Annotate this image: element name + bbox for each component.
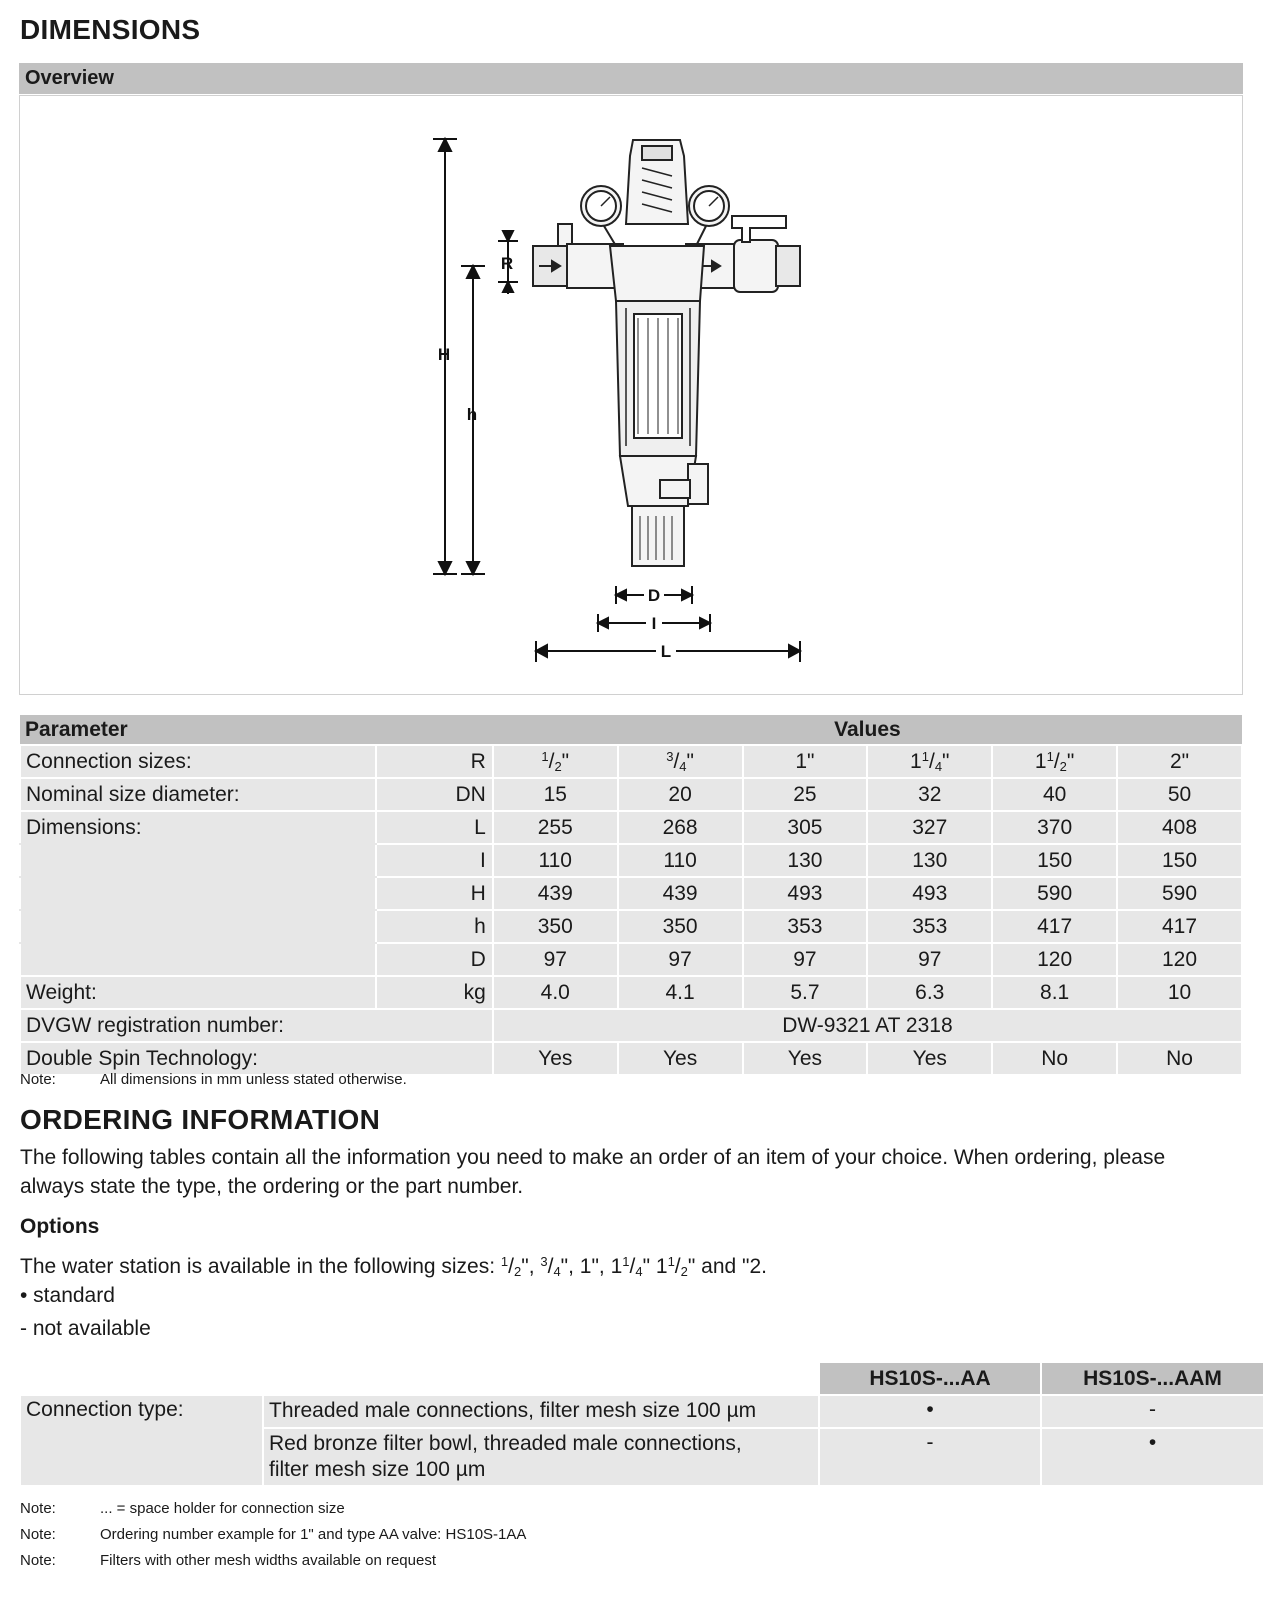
sizes-prefix: The water station is available in the following sizes:	[20, 1255, 501, 1278]
value-cell: No	[1117, 1042, 1242, 1075]
value-cell: 4.0	[493, 976, 618, 1009]
value-cell: $1^1/_2$"	[992, 745, 1117, 778]
row-label: Connection sizes:	[20, 745, 376, 778]
value-cell: 370	[992, 811, 1117, 844]
header-parameter: Parameter	[20, 715, 493, 745]
value-cell: 97	[867, 943, 992, 976]
legend-standard: • standard	[20, 1284, 115, 1307]
value-cell: 353	[743, 910, 868, 943]
option-desc: Threaded male connections, filter mesh size 100 µm	[263, 1395, 819, 1428]
value-cell: 255	[493, 811, 618, 844]
availability-cell: -	[819, 1428, 1041, 1486]
value-cell: Yes	[618, 1042, 743, 1075]
dvgw-number: DW-9321 AT 2318	[493, 1009, 1242, 1042]
sizes-text: The water station is available in the following sizes: $^1/_2$", $^3/_4$", 1", $1^1/_4$" $1^1/_2$" and "2.	[20, 1254, 768, 1279]
note-text: All dimensions in mm unless stated otherwise.	[100, 1071, 407, 1088]
value-cell: 130	[743, 844, 868, 877]
label-R: R	[500, 254, 514, 273]
note-label: Note:	[20, 1500, 56, 1517]
table-row	[20, 778, 1242, 811]
table-row	[20, 745, 1242, 778]
sizes-suffix: and "2.	[695, 1255, 768, 1278]
table-row	[20, 1395, 1264, 1428]
section-title-dimensions: DIMENSIONS	[20, 14, 201, 45]
value-cell: No	[992, 1042, 1117, 1075]
header-hs10s-aam: HS10S-...AAM	[1041, 1362, 1264, 1395]
label-H: H	[437, 345, 451, 364]
value-cell: 327	[867, 811, 992, 844]
desc-line-2: filter mesh size 100 µm	[269, 1458, 486, 1481]
availability-cell: •	[819, 1395, 1041, 1428]
value-cell: 305	[743, 811, 868, 844]
intro-line-2: always state the type, the ordering or the part number.	[20, 1175, 524, 1198]
value-cell: 408	[1117, 811, 1242, 844]
options-heading: Options	[20, 1215, 100, 1238]
availability-cell: -	[1041, 1395, 1264, 1428]
note-example	[20, 1526, 526, 1543]
note-dimensions	[20, 1071, 407, 1088]
value-cell: 97	[493, 943, 618, 976]
value-cell: 97	[743, 943, 868, 976]
row-unit: I	[376, 844, 493, 877]
ordering-header-row	[20, 1362, 1264, 1395]
row-unit: D	[376, 943, 493, 976]
value-cell: Yes	[493, 1042, 618, 1075]
value-cell: 353	[867, 910, 992, 943]
parameter-table	[19, 715, 1243, 1076]
row-label: DVGW registration number:	[20, 1009, 493, 1042]
value-cell: 40	[992, 778, 1117, 811]
value-cell: 493	[743, 877, 868, 910]
legend-not-available: - not available	[20, 1317, 151, 1340]
row-unit: DN	[376, 778, 493, 811]
value-cell: 110	[618, 844, 743, 877]
value-cell: 120	[1117, 943, 1242, 976]
table-row-dvgw	[20, 1009, 1242, 1042]
label-I: I	[651, 614, 657, 633]
value-cell: 10	[1117, 976, 1242, 1009]
note-mesh	[20, 1552, 436, 1569]
value-cell: 130	[867, 844, 992, 877]
value-cell: 2"	[1117, 745, 1242, 778]
overview-band: Overview	[19, 63, 1243, 94]
value-cell: Yes	[743, 1042, 868, 1075]
row-unit: L	[376, 811, 493, 844]
table-header-row	[20, 715, 1242, 745]
row-unit: R	[376, 745, 493, 778]
dimension-figure	[19, 95, 1243, 695]
value-cell: 417	[992, 910, 1117, 943]
value-cell: 25	[743, 778, 868, 811]
availability-cell: •	[1041, 1428, 1264, 1486]
value-cell: 6.3	[867, 976, 992, 1009]
row-label: Nominal size diameter:	[20, 778, 376, 811]
value-cell: $^3/_4$"	[618, 745, 743, 778]
note-label: Note:	[20, 1552, 56, 1569]
value-cell: 5.7	[743, 976, 868, 1009]
note-text: Filters with other mesh widths available on request	[100, 1552, 436, 1569]
value-cell: 15	[493, 778, 618, 811]
row-label: Dimensions:	[20, 811, 376, 844]
value-cell: 493	[867, 877, 992, 910]
header-values: Values	[493, 715, 1242, 745]
value-cell: Yes	[867, 1042, 992, 1075]
value-cell: 32	[867, 778, 992, 811]
value-cell: 150	[1117, 844, 1242, 877]
row-label	[20, 910, 376, 943]
note-text: Ordering number example for 1" and type AA valve: HS10S-1AA	[100, 1526, 527, 1543]
value-cell: 590	[1117, 877, 1242, 910]
label-h: h	[466, 405, 478, 424]
row-label	[20, 844, 376, 877]
intro-line-1: The following tables contain all the information you need to make an order of an item of your choice. When ordering, please	[20, 1146, 1166, 1169]
value-cell: 1"	[743, 745, 868, 778]
note-label: Note:	[20, 1071, 56, 1088]
header-blank	[20, 1362, 819, 1395]
value-cell: 120	[992, 943, 1117, 976]
value-cell: 439	[618, 877, 743, 910]
row-label	[20, 877, 376, 910]
row-unit: H	[376, 877, 493, 910]
row-label	[20, 943, 376, 976]
table-row	[20, 976, 1242, 1009]
header-hs10s-aa: HS10S-...AA	[819, 1362, 1041, 1395]
ordering-table	[19, 1361, 1265, 1487]
table-row	[20, 877, 1242, 910]
value-cell: 590	[992, 877, 1117, 910]
value-cell: 150	[992, 844, 1117, 877]
filter-station-drawing	[20, 96, 1244, 696]
value-cell: 8.1	[992, 976, 1117, 1009]
value-cell: 110	[493, 844, 618, 877]
value-cell: 350	[493, 910, 618, 943]
note-placeholder	[20, 1500, 345, 1517]
value-cell: 50	[1117, 778, 1242, 811]
value-cell: $^1/_2$"	[493, 745, 618, 778]
value-cell: 4.1	[618, 976, 743, 1009]
table-row	[20, 811, 1242, 844]
value-cell: 439	[493, 877, 618, 910]
note-text: ... = space holder for connection size	[100, 1500, 345, 1517]
value-cell: 20	[618, 778, 743, 811]
connection-type-label: Connection type:	[20, 1395, 263, 1486]
option-desc	[263, 1428, 819, 1486]
value-cell: $1^1/_4$"	[867, 745, 992, 778]
row-label: Double Spin Technology:	[20, 1042, 493, 1075]
table-row	[20, 844, 1242, 877]
note-label: Note:	[20, 1526, 56, 1543]
row-unit: kg	[376, 976, 493, 1009]
value-cell: 268	[618, 811, 743, 844]
table-row	[20, 910, 1242, 943]
desc-line-1: Red bronze filter bowl, threaded male connections,	[269, 1432, 742, 1455]
value-cell: 350	[618, 910, 743, 943]
label-D: D	[647, 586, 661, 605]
ordering-intro	[20, 1143, 1165, 1201]
value-cell: 97	[618, 943, 743, 976]
value-cell: 417	[1117, 910, 1242, 943]
section-title-ordering: ORDERING INFORMATION	[20, 1104, 381, 1135]
label-L: L	[660, 642, 672, 661]
row-label: Weight:	[20, 976, 376, 1009]
row-unit: h	[376, 910, 493, 943]
table-row	[20, 943, 1242, 976]
